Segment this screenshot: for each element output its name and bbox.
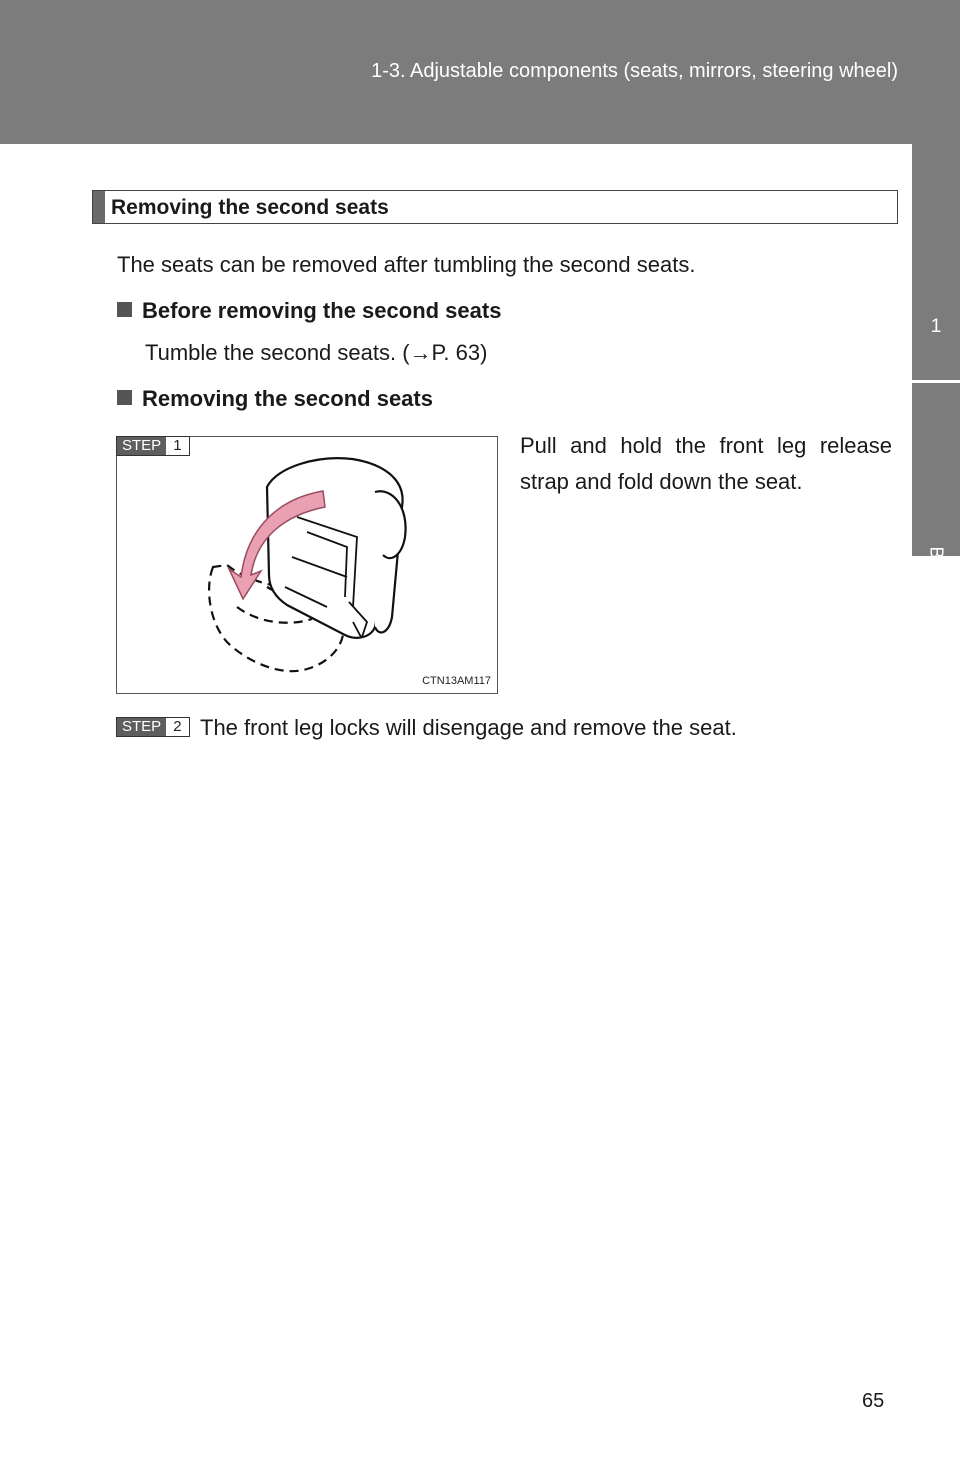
subsection-heading-removing xyxy=(117,386,433,412)
step-label: STEP xyxy=(117,718,166,736)
chapter-label: Before driving xyxy=(926,546,947,658)
section-title-box xyxy=(92,190,898,224)
page-header xyxy=(0,0,960,144)
subsection-heading-text: Removing the second seats xyxy=(142,386,433,411)
seat-fold-illustration xyxy=(117,437,497,693)
seat-illustration-figure xyxy=(116,436,498,694)
square-bullet-icon xyxy=(117,390,132,405)
step-2-text: The front leg locks will disengage and remove the seat. xyxy=(200,715,737,740)
square-bullet-icon xyxy=(117,302,132,317)
subsection-heading-text: Before removing the second seats xyxy=(142,298,502,323)
header-title: 1-3. Adjustable components (seats, mirrors, steering wheel) xyxy=(371,60,898,82)
step-number: 2 xyxy=(166,718,188,736)
page-number: 65 xyxy=(862,1390,885,1412)
chapter-number: 1 xyxy=(930,316,942,337)
subsection-heading-before xyxy=(117,298,501,324)
figure-code: CTN13AM117 xyxy=(422,675,491,687)
intro-text: The seats can be removed after tumbling the second seats. xyxy=(117,252,696,277)
section-title: Removing the second seats xyxy=(111,196,389,219)
chapter-side-tab xyxy=(912,144,960,658)
subsection-body: Tumble the second seats. (→P. 63) xyxy=(145,340,488,365)
section-title-bar xyxy=(93,191,105,223)
step-label: STEP xyxy=(117,437,166,455)
step-number: 1 xyxy=(166,437,188,455)
tab-divider xyxy=(912,380,960,383)
step-2-badge xyxy=(116,717,190,737)
step-1-text: Pull and hold the front leg release strap and fold down the seat. xyxy=(520,433,892,494)
